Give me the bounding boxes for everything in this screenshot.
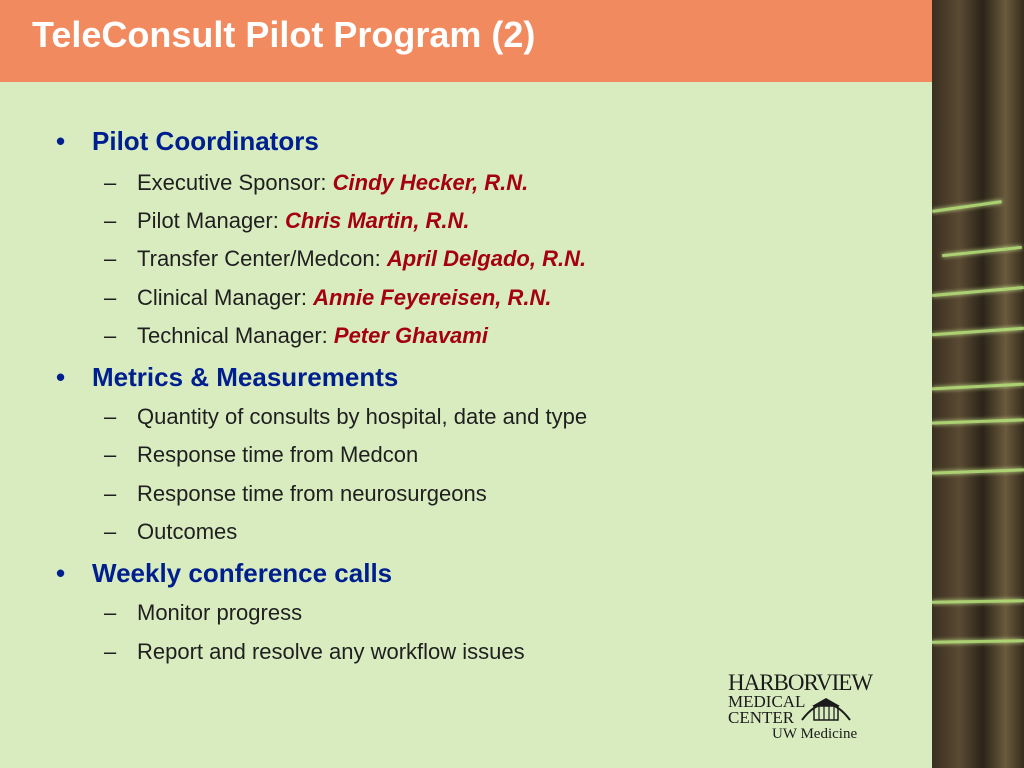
sub-item-label: Monitor progress — [137, 600, 303, 625]
sub-item-label: Report and resolve any workflow issues — [137, 639, 525, 664]
sub-item-label: Response time from neurosurgeons — [137, 481, 487, 506]
light-beam — [932, 418, 1024, 424]
dash-icon: – — [104, 285, 117, 310]
sub-item-label: Technical Manager: — [137, 323, 334, 348]
person-name: Peter Ghavami — [333, 323, 488, 348]
sub-item-label: Clinical Manager: — [137, 285, 314, 310]
slide-title: TeleConsult Pilot Program (2) — [32, 14, 536, 55]
logo-text: CENTER — [728, 708, 795, 727]
dash-icon: – — [104, 208, 117, 233]
dash-icon: – — [104, 481, 117, 506]
logo-text: UW Medicine — [772, 726, 858, 742]
sub-item-label: Outcomes — [137, 519, 238, 544]
light-beam — [932, 468, 1024, 474]
title-bar — [0, 0, 932, 82]
dash-icon: – — [104, 170, 117, 195]
light-beam — [932, 383, 1024, 391]
bullet-icon: • — [56, 558, 66, 588]
light-beam — [942, 246, 1022, 257]
building-seal-icon — [800, 694, 852, 722]
heading-text: Metrics & Measurements — [92, 362, 399, 392]
sub-item-label: Executive Sponsor: — [137, 170, 333, 195]
decorative-photo-strip — [932, 0, 1024, 768]
person-name: Cindy Hecker, R.N. — [332, 170, 529, 195]
dash-icon: – — [104, 323, 117, 348]
sub-item-label: Quantity of consults by hospital, date and type — [137, 404, 588, 429]
bullet-icon: • — [56, 362, 66, 392]
sub-item-label: Transfer Center/Medcon: — [137, 246, 387, 271]
sub-item-label: Pilot Manager: — [137, 208, 285, 233]
logo-text: MEDICAL — [728, 692, 806, 711]
heading-text: Pilot Coordinators — [92, 126, 319, 156]
dash-icon: – — [104, 600, 117, 625]
light-beam — [932, 639, 1024, 644]
heading-text: Weekly conference calls — [92, 558, 393, 588]
sub-item-label: Response time from Medcon — [137, 442, 419, 467]
dash-icon: – — [104, 442, 117, 467]
dash-icon: – — [104, 519, 117, 544]
logo-text: HARBORVIEW — [728, 670, 873, 695]
light-beam — [932, 599, 1024, 604]
dash-icon: – — [104, 246, 117, 271]
light-beam — [932, 200, 1002, 213]
harborview-logo — [728, 670, 873, 746]
light-beam — [932, 286, 1024, 297]
bullet-icon: • — [56, 126, 66, 156]
person-name: April Delgado, R.N. — [386, 246, 587, 271]
person-name: Annie Feyereisen, R.N. — [313, 285, 552, 310]
dash-icon: – — [104, 404, 117, 429]
person-name: Chris Martin, R.N. — [284, 208, 470, 233]
dash-icon: – — [104, 639, 117, 664]
light-beam — [932, 327, 1024, 336]
